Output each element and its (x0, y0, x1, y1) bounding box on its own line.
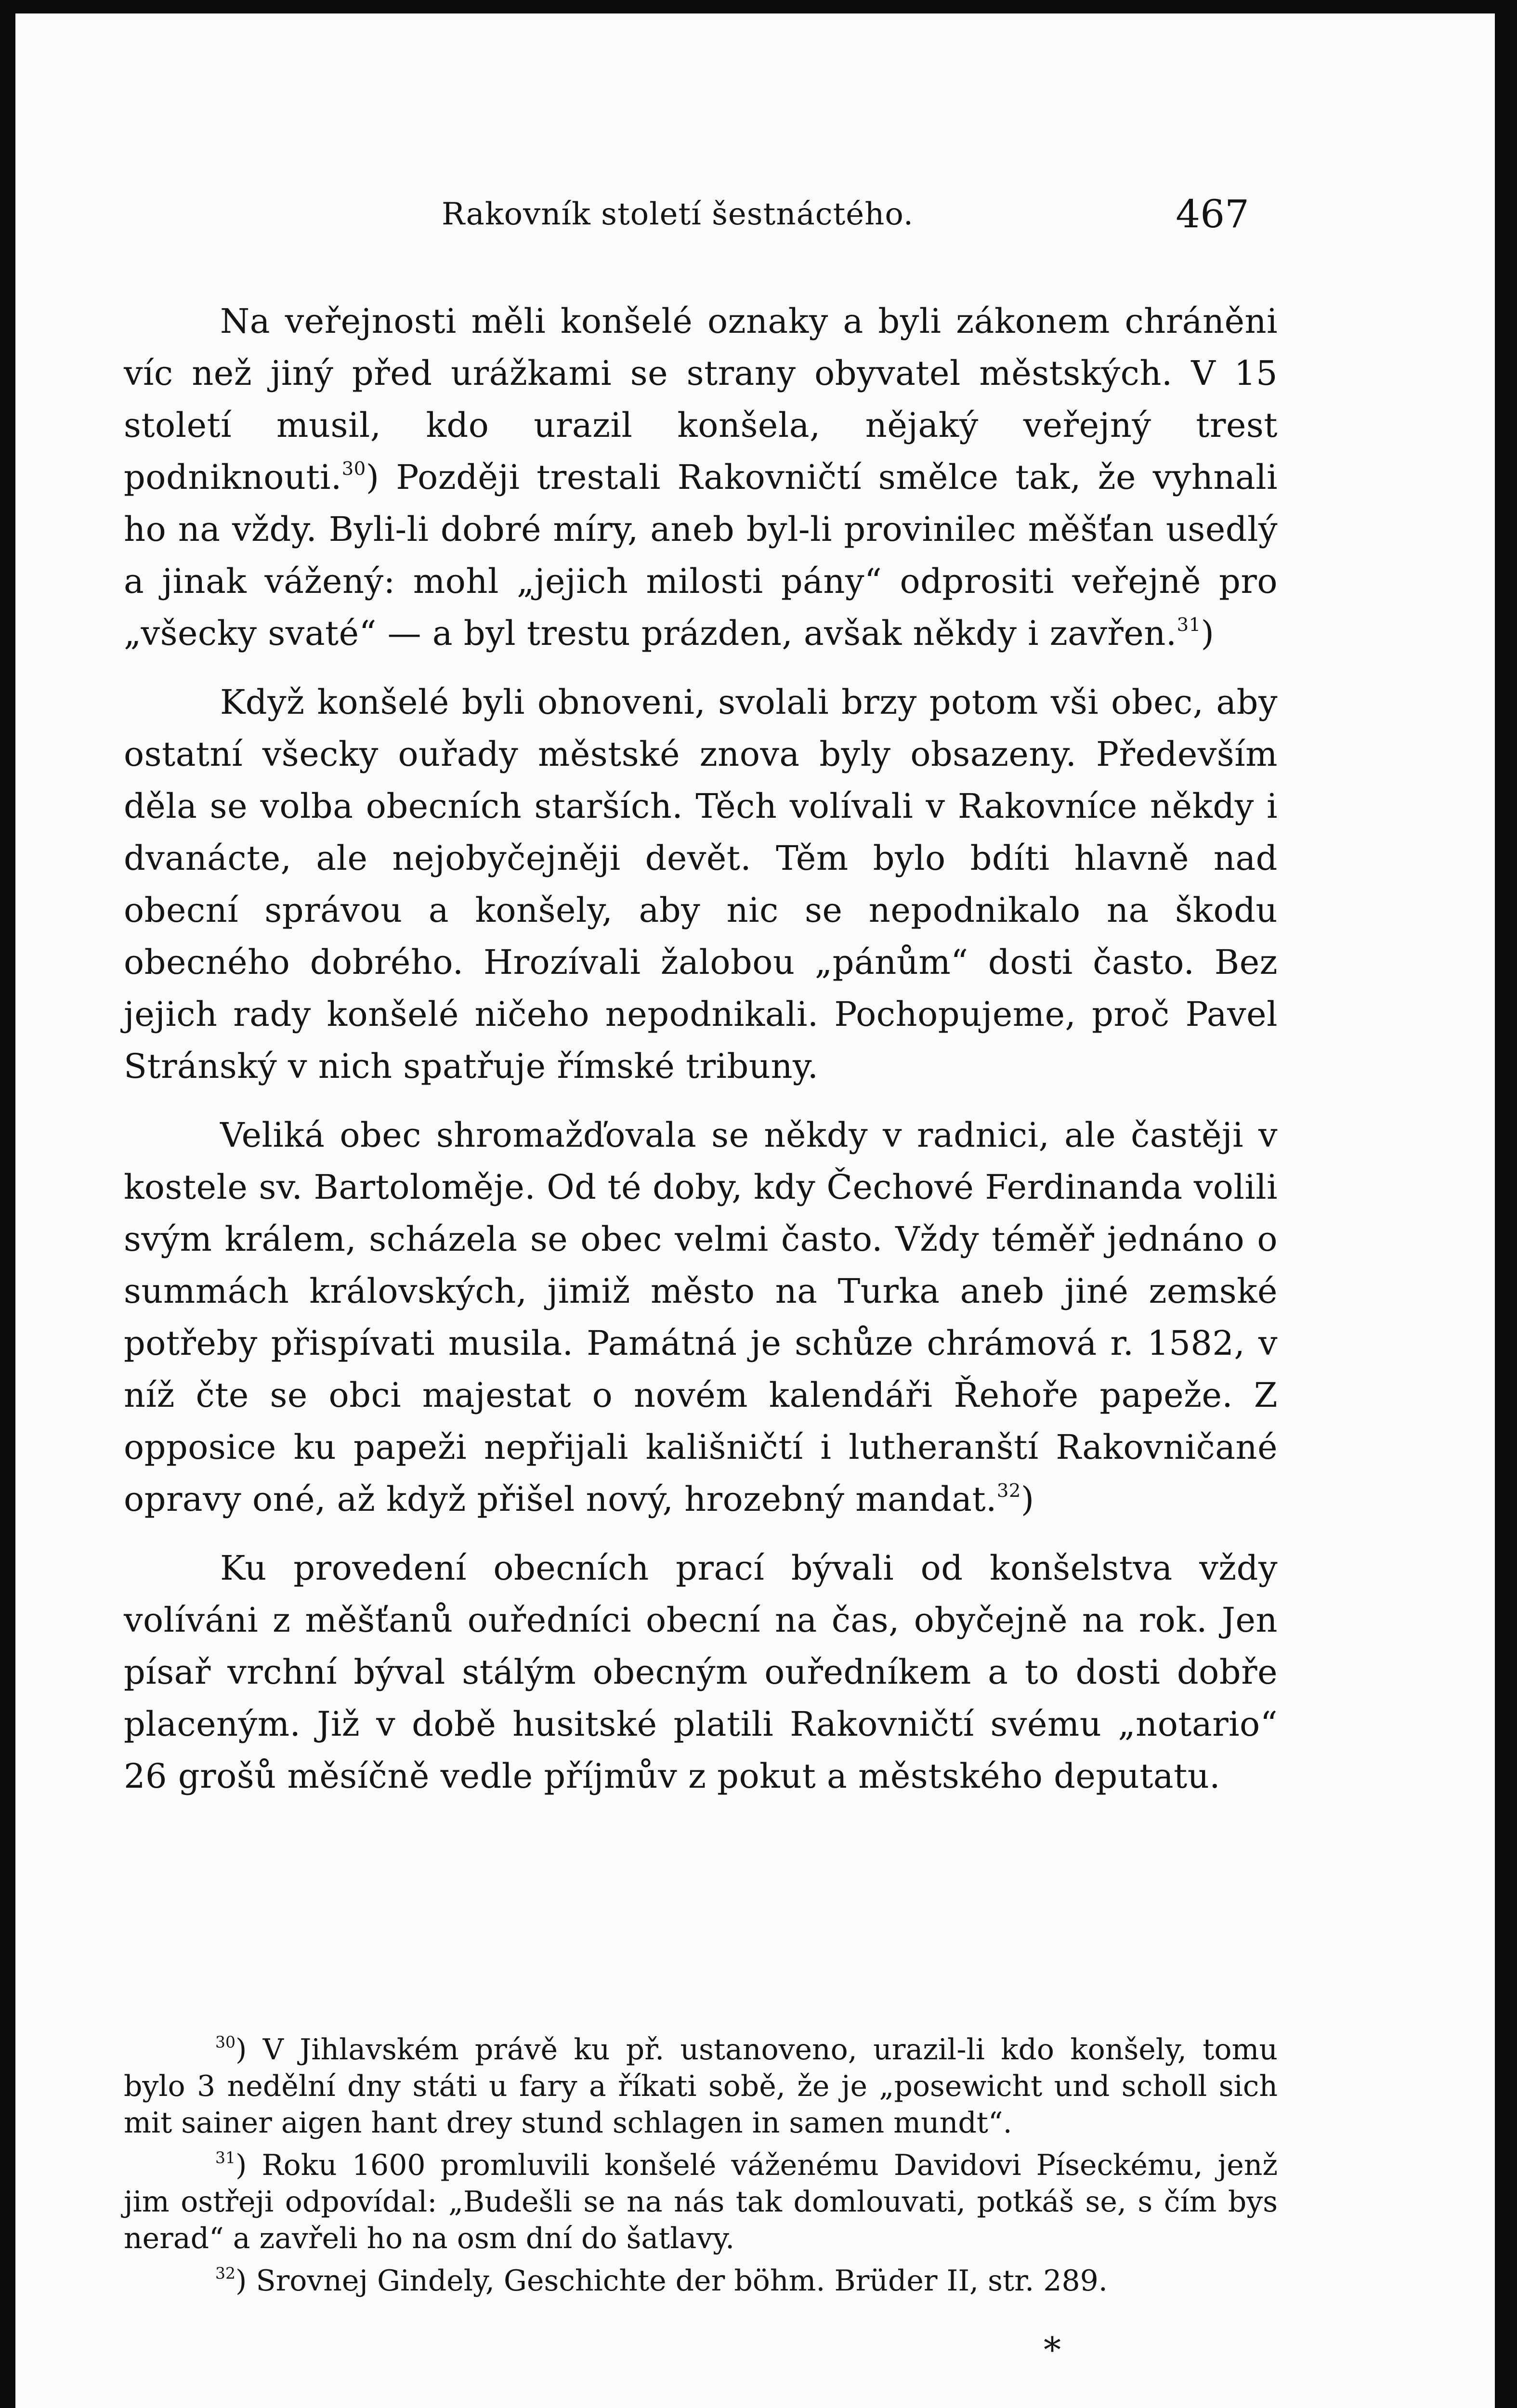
paragraph-text: Veliká obec shromažďovala se někdy v radnici, ale častěji v kostele sv. Bartoloměje. Od té doby, kdy Čechové Ferdinanda volili svým králem, scházela se obec velmi často. Vždy téměř jednáno o summách královských, jimiž město na Turka aneb jiné zemské potřeby přispívati musila. Památná je schůze chrámová r. 1582, v níž čte se obci majestat o novém kalendáři Řehoře papeže. Z opposice ku papeži nepřijali kališničtí i lutheranští Rakovničané opravy oné, až když přišel nový, hrozebný mandat. (124, 1115, 1278, 1519)
running-title: Rakovník století šestnáctého. (442, 196, 914, 232)
end-mark-asterisk: * (1044, 2329, 1061, 2370)
footnote-number: 31 (215, 2148, 235, 2167)
footnote-ref-31: 31 (1177, 614, 1201, 636)
footnote-text: ) Roku 1600 promluvili konšelé váženému Davidovi Píseckému, jenž jim ostřeji odpovídal: „Budešli se na nás tak domlouvati, potkáš se, s čím bys nerad“ a zavřeli ho na osm dní do šatlavy. (124, 2148, 1278, 2255)
paragraph-text: ) Později trestali Rakovničtí smělce tak, že vyhnali ho na vždy. Byli-li dobré míry, aneb byl-li provinilec měšťan usedlý a jinak vážený: mohl „jejich milosti pány“ odprositi veřejně pro „všecky svaté“ — a byl trestu prázden, avšak někdy i zavřen. (124, 458, 1278, 653)
footnote-text: ) V Jihlavském právě ku př. ustanoveno, urazil-li kdo konšely, tomu bylo 3 nedělní dny státi u fary a říkati sobě, že je „posewicht und scholl sich mit sainer aigen hant drey stund schlagen in samen mundt“. (124, 2033, 1278, 2140)
page-number: 467 (1176, 192, 1249, 236)
footnote-ref-30: 30 (341, 458, 366, 480)
footnote-number: 30 (215, 2032, 235, 2052)
footnote-32 (124, 2263, 1278, 2299)
footnotes (124, 2031, 1278, 2299)
paragraph-text: ) (1201, 614, 1215, 653)
footnote-ref-32: 32 (996, 1480, 1021, 1502)
footnote-31 (124, 2147, 1278, 2257)
book-page (15, 13, 1495, 2408)
paragraph-text: Na veřejnosti měli konšelé oznaky a byli zákonem chráněni víc než jiný před urážkami se strany obyvatel městských. V 15 století musil, kdo urazil konšela, nějaký veřejný trest podniknouti. (124, 301, 1278, 497)
footnote-number: 32 (215, 2264, 235, 2283)
page-header (124, 192, 1249, 245)
paragraph-text: Když konšelé byli obnoveni, svolali brzy potom vši obec, aby ostatní všecky ouřady městské znova byly obsazeny. Především děla se volba obecních starších. Těch volívali v Rakovníce někdy i dvanácte, ale nejobyčejněji devět. Těm bylo bdíti hlavně nad obecní správou a konšely, aby nic se nepodnikalo na škodu obecného dobrého. Hrozívali žalobou „pánům“ dosti často. Bez jejich rady konšelé ničeho nepodnikali. Pochopujeme, proč Pavel Stránský v nich spatřuje římské tribuny. (124, 682, 1278, 1086)
footnote-30 (124, 2031, 1278, 2141)
paragraph-1 (124, 295, 1278, 659)
paragraph-2 (124, 676, 1278, 1092)
paragraph-4 (124, 1542, 1278, 1802)
footnote-text: ) Srovnej Gindely, Geschichte der böhm. Brüder II, str. 289. (235, 2264, 1108, 2298)
paragraph-text: Ku provedení obecních prací bývali od konšelstva vždy volíváni z měšťanů ouředníci obecní na čas, obyčejně na rok. Jen písař vrchní býval stálým obecným ouředníkem a to dosti dobře placeným. Již v době husitské platili Rakovničtí svému „notario“ 26 grošů měsíčně vedle příjmův z pokut a městského deputatu. (124, 1548, 1278, 1796)
paragraph-text: ) (1020, 1479, 1034, 1519)
paragraph-3 (124, 1109, 1278, 1525)
body-text (124, 295, 1278, 1802)
